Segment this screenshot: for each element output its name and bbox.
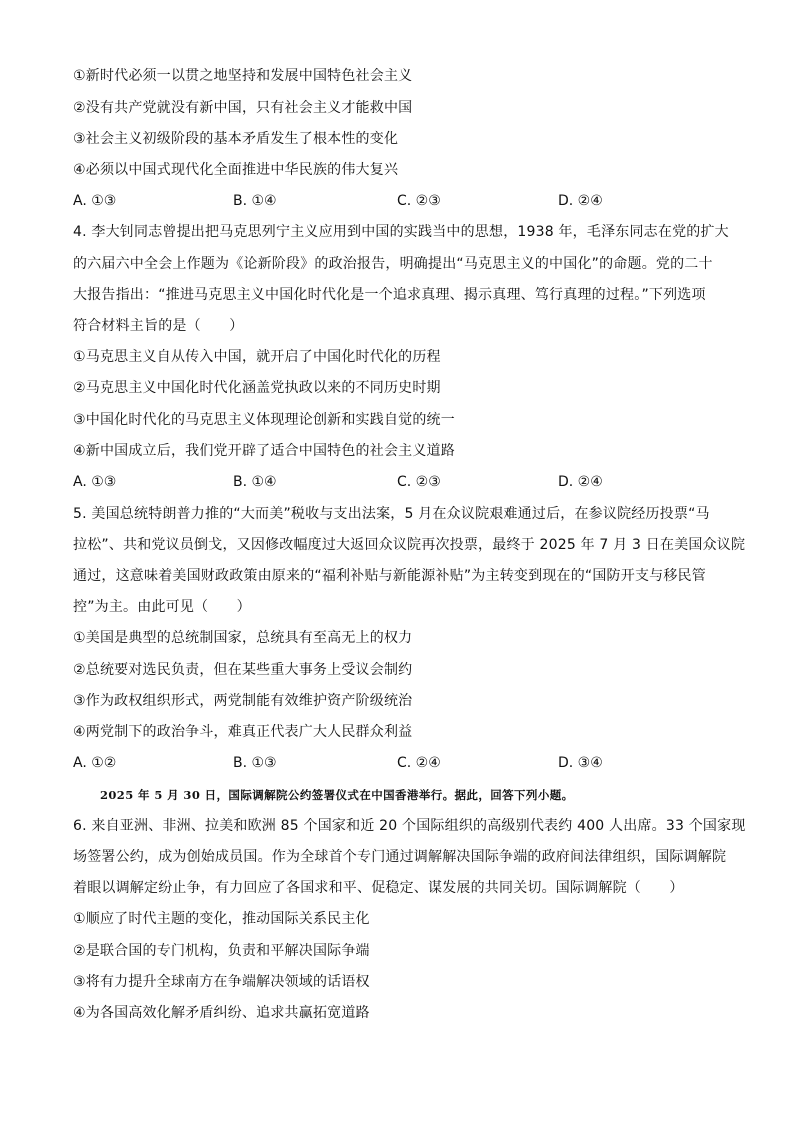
q5-stem-line-2: 拉松”、共和党议员倒戈，又因修改幅度过大返回众议院再次投票，最终于 2025 年 7 月 3 日在美国众议院 [73,537,746,553]
q4-stem-line-2: 的六届六中全会上作题为《论新阶段》的政治报告，明确提出“马克思主义的中国化”的命题。党的二十 [73,256,713,272]
q5-choices [73,754,723,772]
q4-option-1: ①马克思主义自从传入中国，就开启了中国化时代化的历程 [73,349,441,365]
q6-option-1: ①顺应了时代主题的变化，推动国际关系民主化 [73,911,370,927]
q6-option-4: ④为各国高效化解矛盾纠纷、追求共赢拓宽道路 [73,1005,370,1021]
q4-option-4: ④新中国成立后，我们党开辟了适合中国特色的社会主义道路 [73,443,455,459]
q3-choice-a: A. ①③ [73,193,117,209]
q4-stem-line-1: 4. 李大钊同志曾提出把马克思列宁主义应用到中国的实践当中的思想，1938 年，毛泽东同志在党的扩大 [73,224,729,240]
q3-choices [73,192,723,210]
q6-stem-line-1: 6. 来自亚洲、非洲、拉美和欧洲 85 个国家和近 20 个国际组织的高级别代表约 400 人出席。33 个国家现 [73,818,746,834]
q3-choice-c: C. ②③ [397,193,441,209]
q6-option-2: ②是联合国的专门机构，负责和平解决国际争端 [73,943,370,959]
q3-option-3: ③社会主义初级阶段的基本矛盾发生了根本性的变化 [73,131,399,147]
q5-choice-c: C. ②④ [397,755,441,771]
q3-choice-b: B. ①④ [233,193,277,209]
q5-option-4: ④两党制下的政治争斗，难真正代表广大人民群众利益 [73,724,413,740]
q4-stem-line-3: 大报告指出：“推进马克思主义中国化时代化是一个追求真理、揭示真理、笃行真理的过程。”下列选项 [73,287,706,303]
q4-choice-b: B. ①④ [233,474,277,490]
q5-option-1: ①美国是典型的总统制国家，总统具有至高无上的权力 [73,630,413,646]
material-intro: 2025 年 5 月 30 日，国际调解院公约签署仪式在中国香港举行。据此，回答下列小题。 [100,788,574,802]
q5-option-3: ③作为政权组织形式，两党制能有效维护资产阶级统治 [73,693,413,709]
q3-option-1: ①新时代必须一以贯之地坚持和发展中国特色社会主义 [73,68,413,84]
q3-option-4: ④必须以中国式现代化全面推进中华民族的伟大复兴 [73,162,399,178]
q3-choice-d: D. ②④ [558,193,603,209]
q4-stem-line-4: 符合材料主旨的是（ ） [73,318,244,334]
q4-option-2: ②马克思主义中国化时代化涵盖党执政以来的不同历史时期 [73,380,441,396]
q5-stem-line-3: 通过，这意味着美国财政政策由原来的“福利补贴与新能源补贴”为主转变到现在的“国防开支与移民管 [73,568,706,584]
q4-choice-d: D. ②④ [558,474,603,490]
q5-choice-b: B. ①③ [233,755,277,771]
q6-stem-line-2: 场签署公约，成为创始成员国。作为全球首个专门通过调解解决国际争端的政府间法律组织，国际调解院 [73,849,727,865]
q4-option-3: ③中国化时代化的马克思主义体现理论创新和实践自觉的统一 [73,412,455,428]
q5-choice-a: A. ①② [73,755,117,771]
q3-option-2: ②没有共产党就没有新中国，只有社会主义才能救中国 [73,100,413,116]
q5-stem-line-4: 控”为主。由此可见（ ） [73,599,251,615]
q5-choice-d: D. ③④ [558,755,603,771]
q5-stem-line-1: 5. 美国总统特朗普力推的“大而美”税收与支出法案，5 月在众议院艰难通过后，在参议院经历投票“马 [73,506,710,522]
q4-choice-c: C. ②③ [397,474,441,490]
q5-option-2: ②总统要对选民负责，但在某些重大事务上受议会制约 [73,662,413,678]
q6-stem-line-3: 着眼以调解定纷止争，有力回应了各国求和平、促稳定、谋发展的共同关切。国际调解院（ ） [73,880,684,896]
q6-option-3: ③将有力提升全球南方在争端解决领域的话语权 [73,974,370,990]
q4-choice-a: A. ①③ [73,474,117,490]
q4-choices [73,473,723,491]
